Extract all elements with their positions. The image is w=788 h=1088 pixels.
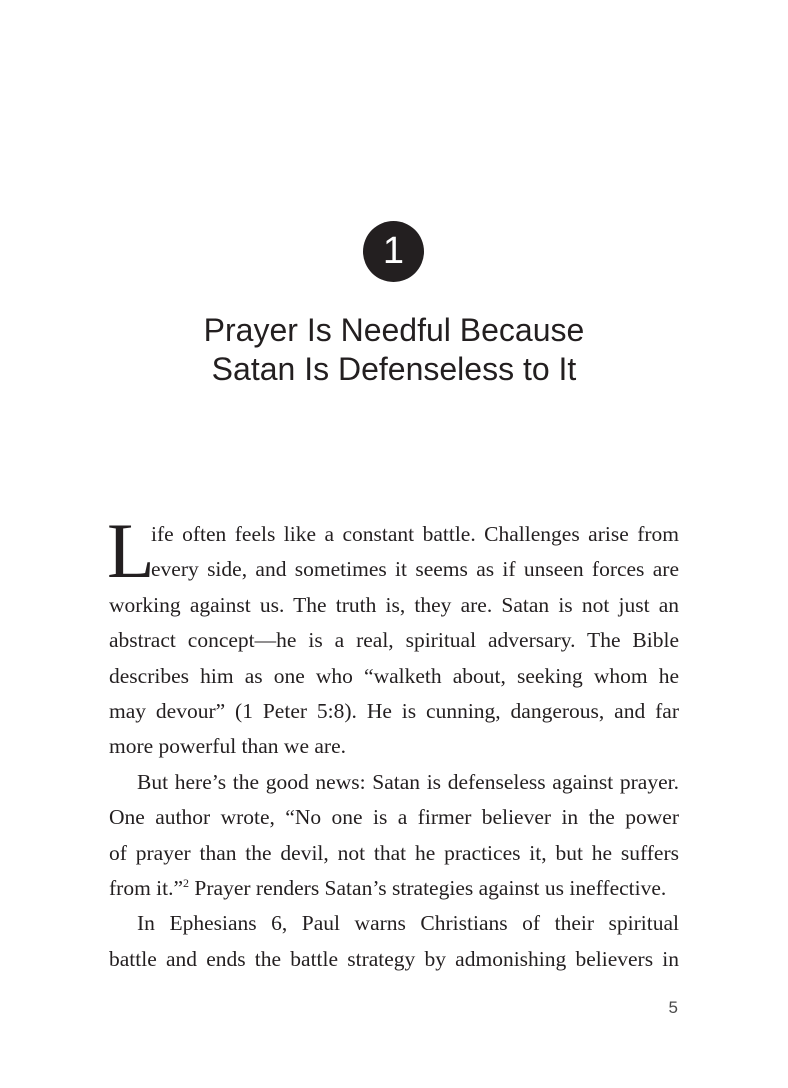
page-number: 5	[668, 998, 678, 1017]
paragraph-1-line: more powerful than we are.	[109, 734, 346, 759]
paragraph-3-line: In Ephesians 6, Paul warns Christians of their spiritual	[137, 911, 679, 936]
paragraph-1-line: abstract concept—he is a real, spiritual adversary. The Bible	[109, 628, 679, 653]
paragraph-2-text: from it.”	[109, 876, 184, 901]
chapter-number-badge: 1	[363, 221, 424, 282]
paragraph-2-line: But here’s the good news: Satan is defenseless against prayer.	[137, 769, 679, 794]
body-text	[107, 507, 679, 977]
paragraph-2-line: One author wrote, “No one is a firmer believer in the power	[109, 805, 679, 830]
paragraph-3-line: battle and ends the battle strategy by admonishing believers in	[109, 946, 679, 971]
paragraph-1-line: working against us. The truth is, they are. Satan is not just an	[109, 592, 679, 617]
paragraph-1-line: every side, and sometimes it seems as if unseen forces are	[151, 557, 679, 582]
chapter-title-line-1: Prayer Is Needful Because	[203, 312, 585, 348]
paragraph-2-line: of prayer than the devil, not that he practices it, but he suffers	[109, 840, 679, 865]
footnote-reference[interactable]: 2	[183, 876, 190, 891]
paragraph-2-line	[109, 871, 679, 906]
chapter-title-line-2: Satan Is Defenseless to It	[211, 351, 577, 387]
chapter-title	[60, 311, 728, 389]
paragraph-1-line: describes him as one who “walketh about, seeking whom he	[109, 663, 679, 688]
drop-cap: L	[107, 507, 155, 594]
paragraph-1-line: may devour” (1 Peter 5:8). He is cunning, dangerous, and far	[109, 699, 679, 724]
paragraph-2-text: Prayer renders Satan’s strategies against us ineffective.	[189, 876, 667, 901]
paragraph-1-line: ife often feels like a constant battle. Challenges arise from	[151, 522, 679, 546]
